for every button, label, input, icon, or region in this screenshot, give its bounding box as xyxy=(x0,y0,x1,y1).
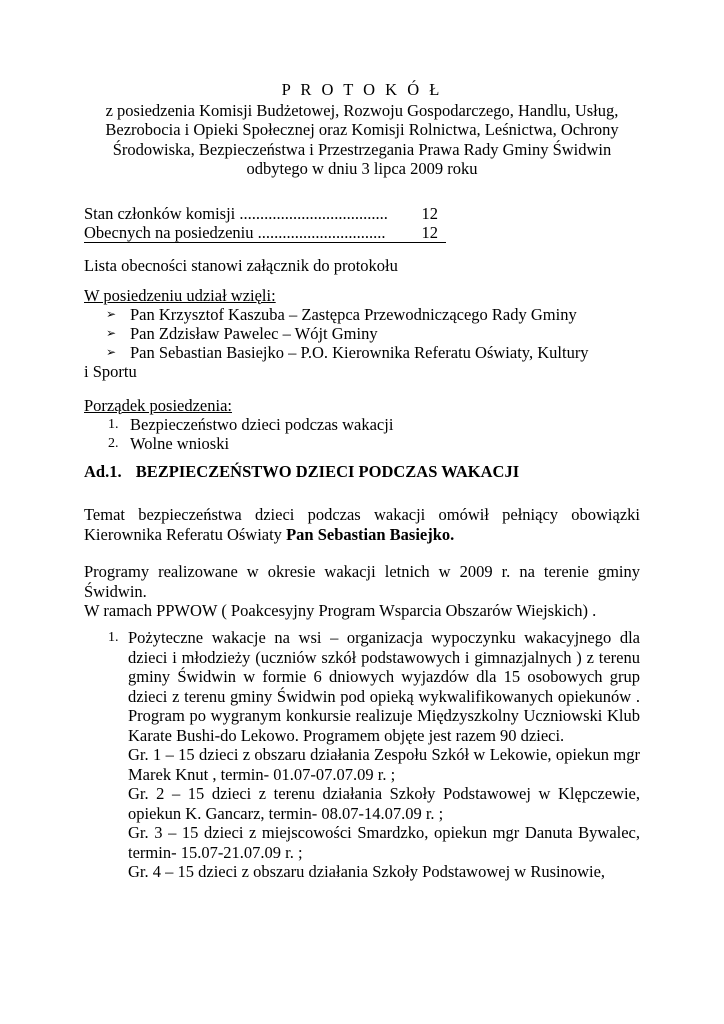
document-title: P R O T O K Ó Ł xyxy=(281,80,443,99)
group-entry: Gr. 4 – 15 dzieci z obszaru działania Szkoły Podstawowej w Rusinowie, xyxy=(128,862,606,881)
program-item-row xyxy=(108,628,640,882)
programs-section xyxy=(84,562,640,621)
group-entry: Gr. 3 – 15 dzieci z miejscowości Smardzko, opiekun mgr Danuta Bywalec, termin- 15.07-21.07.09 r. ; xyxy=(128,823,640,862)
group-entry: Gr. 1 – 15 dzieci z obszaru działania Zespołu Szkół w Lekowie, opiekun mgr Marek Knut , termin- 01.07-07.07.09 r. ; xyxy=(128,745,640,784)
participants-section xyxy=(84,286,640,381)
agenda-item xyxy=(84,415,640,434)
participants-heading: W posiedzeniu udział wzięli: xyxy=(84,286,276,305)
attendance-note: Lista obecności stanowi załącznik do protokołu xyxy=(84,256,398,275)
presenter-name: Pan Sebastian Basiejko. xyxy=(286,524,455,544)
members-row xyxy=(84,204,446,223)
committee-stats xyxy=(84,204,446,243)
arrow-bullet-icon: ➢ xyxy=(106,326,117,340)
document-header xyxy=(0,80,724,179)
program-item xyxy=(108,628,640,882)
agenda-item-text: Wolne wnioski xyxy=(130,434,230,453)
members-label: Stan członków komisji .................................... xyxy=(84,204,388,223)
section-intro xyxy=(84,505,640,544)
present-row xyxy=(84,223,446,243)
agenda-heading: Porządek posiedzenia: xyxy=(84,396,232,415)
program-item-text: Pożyteczne wakacje na wsi – organizacja wypoczynku wakacyjnego dla dzieci i młodzieży (uczniów szkół podstawowych i gimnazjalnych ) z terenu gminy Świdwin w formie 6 dniowych wyjazdów dla 15 osobowych grup dzieci z terenu gminy Świdwin pod opieką wykwalifikowanych opiekunów . Program po wygranym konkursie realizuje Międzyszkolny Uczniowski Klub Karate Bushi-do Lekowo. Programem objęte jest razem 90 dzieci. xyxy=(128,628,640,745)
section-number: Ad.1. xyxy=(84,462,122,481)
ppwow-paragraph: W ramach PPWOW ( Poakcesyjny Program Wsparcia Obszarów Wiejskich) . xyxy=(84,601,597,620)
agenda-item-number: 1. xyxy=(108,417,119,432)
program-item-number: 1. xyxy=(108,630,119,645)
agenda-section xyxy=(84,396,640,453)
header-line: Bezrobocia i Opieki Społecznej oraz Komisji Rolnictwa, Leśnictwa, Ochrony xyxy=(105,120,619,139)
participant-item xyxy=(84,343,640,362)
header-line: odbytego w dniu 3 lipca 2009 roku xyxy=(246,159,478,178)
arrow-bullet-icon: ➢ xyxy=(106,307,117,321)
header-line: Środowiska, Bezpieczeństwa i Przestrzegania Prawa Rady Gminy Świdwin xyxy=(112,139,612,159)
program-item-body xyxy=(128,628,640,882)
present-value: 12 xyxy=(421,223,438,242)
section-title: BEZPIECZEŃSTWO DZIECI PODCZAS WAKACJI xyxy=(135,462,520,481)
participant-text-continuation: i Sportu xyxy=(84,362,137,381)
participant-text: Pan Zdzisław Pawelec – Wójt Gminy xyxy=(130,324,378,343)
participant-text: Pan Sebastian Basiejko – P.O. Kierownika Referatu Oświaty, Kultury xyxy=(130,343,589,362)
participant-item xyxy=(84,324,640,343)
members-value: 12 xyxy=(421,204,438,223)
intro-text: Temat bezpieczeństwa dzieci podczas wakacji omówił pełniący obowiązki Kierownika Referatu Oświaty xyxy=(84,505,640,544)
arrow-bullet-icon: ➢ xyxy=(106,345,117,359)
header-line: z posiedzenia Komisji Budżetowej, Rozwoju Gospodarczego, Handlu, Usług, xyxy=(105,100,619,120)
participant-item xyxy=(84,305,640,324)
present-label: Obecnych na posiedzeniu ............................... xyxy=(84,223,386,242)
programs-paragraph: Programy realizowane w okresie wakacji letnich w 2009 r. na terenie gminy Świdwin. xyxy=(84,562,640,601)
participant-text: Pan Krzysztof Kaszuba – Zastępca Przewodniczącego Rady Gminy xyxy=(130,305,577,324)
agenda-item-number: 2. xyxy=(108,436,119,451)
section-heading xyxy=(84,462,640,481)
intro-paragraph xyxy=(84,505,640,544)
agenda-item xyxy=(84,434,640,453)
group-entry: Gr. 2 – 15 dzieci z terenu działania Szkoły Podstawowej w Klępczewie, opiekun K. Gancarz, termin- 08.07-14.07.09 r. ; xyxy=(128,784,640,823)
agenda-item-text: Bezpieczeństwo dzieci podczas wakacji xyxy=(130,415,394,434)
